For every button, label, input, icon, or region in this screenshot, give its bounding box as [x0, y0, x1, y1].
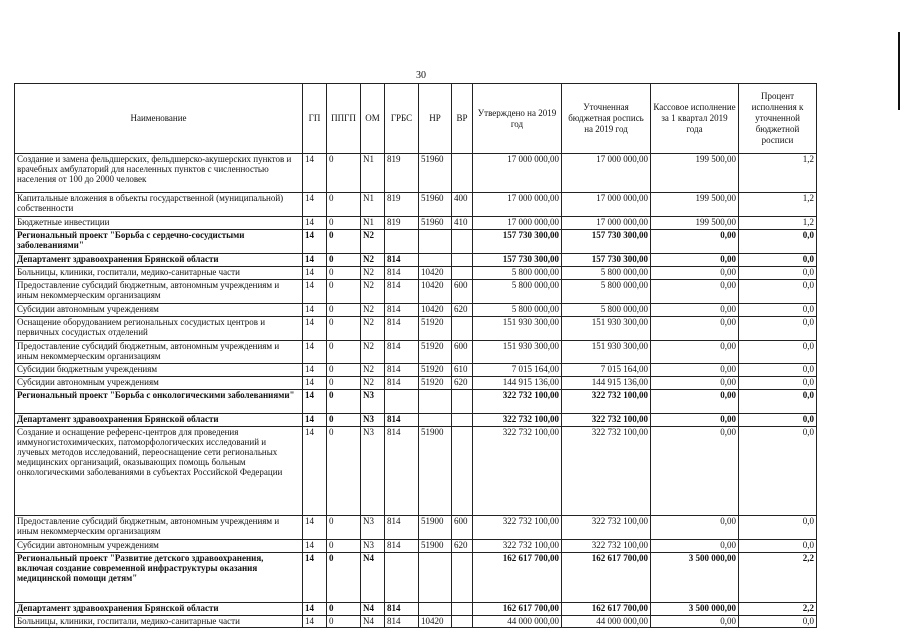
cell-percent: 1,2: [739, 154, 817, 193]
cell-cash: 199 500,00: [651, 193, 739, 217]
cell-ppgp: 0: [327, 377, 361, 390]
cell-np: [419, 253, 452, 266]
cell-cash: 0,00: [651, 377, 739, 390]
cell-refined: 7 015 164,00: [562, 364, 651, 377]
cell-grbs: [385, 553, 419, 603]
cell-percent: 0,0: [739, 279, 817, 303]
cell-approved: 5 800 000,00: [473, 279, 562, 303]
cell-om: N2: [361, 266, 385, 279]
cell-vr: 620: [452, 303, 473, 316]
cell-grbs: 814: [385, 340, 419, 364]
cell-vr: 600: [452, 516, 473, 540]
cell-approved: 322 732 100,00: [473, 516, 562, 540]
cell-om: N1: [361, 193, 385, 217]
cell-ppgp: 0: [327, 229, 361, 253]
table-row: [15, 553, 817, 603]
cell-ppgp: 0: [327, 364, 361, 377]
cell-np: 10420: [419, 303, 452, 316]
cell-cash: 199 500,00: [651, 216, 739, 229]
header-refined: Уточненная бюджетная роспись на 2019 год: [562, 84, 651, 154]
cell-percent: 0,0: [739, 414, 817, 427]
cell-cash: 0,00: [651, 414, 739, 427]
table-row: [15, 266, 817, 279]
budget-execution-table: [14, 83, 817, 628]
cell-grbs: 819: [385, 216, 419, 229]
cell-gp: 14: [303, 303, 327, 316]
table-row: [15, 154, 817, 193]
cell-approved: 44 000 000,00: [473, 616, 562, 628]
cell-percent: 0,0: [739, 266, 817, 279]
cell-percent: 0,0: [739, 364, 817, 377]
cell-approved: 17 000 000,00: [473, 216, 562, 229]
cell-ppgp: 0: [327, 390, 361, 414]
cell-approved: 157 730 300,00: [473, 229, 562, 253]
scan-edge-mark: [898, 32, 900, 110]
header-vr: ВР: [452, 84, 473, 154]
table-row: [15, 216, 817, 229]
table-row: [15, 616, 817, 628]
cell-name: Региональный проект "Борьба с сердечно-сосудистыми заболеваниями": [15, 229, 303, 253]
cell-cash: 3 500 000,00: [651, 553, 739, 603]
cell-percent: 0,0: [739, 303, 817, 316]
cell-name: Бюджетные инвестиции: [15, 216, 303, 229]
cell-approved: 162 617 700,00: [473, 553, 562, 603]
cell-np: 51900: [419, 540, 452, 553]
cell-gp: 14: [303, 603, 327, 616]
cell-om: N3: [361, 414, 385, 427]
cell-cash: 0,00: [651, 390, 739, 414]
cell-grbs: 814: [385, 279, 419, 303]
cell-gp: 14: [303, 390, 327, 414]
cell-percent: 0,0: [739, 340, 817, 364]
cell-name: Департамент здравоохранения Брянской области: [15, 603, 303, 616]
cell-np: 10420: [419, 279, 452, 303]
cell-approved: 5 800 000,00: [473, 303, 562, 316]
cell-name: Капитальные вложения в объекты государственной (муниципальной) собственности: [15, 193, 303, 217]
cell-approved: 151 930 300,00: [473, 316, 562, 340]
table-row: [15, 516, 817, 540]
cell-name: Субсидии бюджетным учреждениям: [15, 364, 303, 377]
cell-gp: 14: [303, 364, 327, 377]
cell-vr: [452, 414, 473, 427]
cell-ppgp: 0: [327, 316, 361, 340]
cell-approved: 7 015 164,00: [473, 364, 562, 377]
cell-np: 51900: [419, 427, 452, 516]
cell-approved: 157 730 300,00: [473, 253, 562, 266]
cell-cash: 0,00: [651, 616, 739, 628]
cell-percent: 0,0: [739, 390, 817, 414]
cell-vr: 400: [452, 193, 473, 217]
cell-percent: 2,2: [739, 603, 817, 616]
cell-gp: 14: [303, 377, 327, 390]
cell-gp: 14: [303, 193, 327, 217]
cell-cash: 0,00: [651, 253, 739, 266]
cell-grbs: [385, 390, 419, 414]
header-gp: ГП: [303, 84, 327, 154]
cell-ppgp: 0: [327, 553, 361, 603]
cell-approved: 322 732 100,00: [473, 427, 562, 516]
cell-percent: 0,0: [739, 516, 817, 540]
cell-om: N1: [361, 216, 385, 229]
cell-np: 51960: [419, 193, 452, 217]
cell-om: N3: [361, 516, 385, 540]
cell-approved: 17 000 000,00: [473, 154, 562, 193]
table-row: [15, 193, 817, 217]
page-number: 30: [416, 70, 426, 81]
cell-np: [419, 414, 452, 427]
cell-np: 51920: [419, 364, 452, 377]
cell-ppgp: 0: [327, 154, 361, 193]
cell-name: Предоставление субсидий бюджетным, автономным учреждениям и иным некоммерческим организациям: [15, 340, 303, 364]
cell-gp: 14: [303, 540, 327, 553]
cell-refined: 157 730 300,00: [562, 253, 651, 266]
cell-grbs: [385, 229, 419, 253]
cell-np: 51920: [419, 340, 452, 364]
cell-approved: 17 000 000,00: [473, 193, 562, 217]
table-row: [15, 390, 817, 414]
cell-om: N3: [361, 540, 385, 553]
cell-cash: 0,00: [651, 427, 739, 516]
cell-name: Создание и замена фельдшерских, фельдшерско-акушерских пунктов и врачебных амбулаторий для населенных пунктов с численностью населения от 100 до 2000 человек: [15, 154, 303, 193]
cell-approved: 322 732 100,00: [473, 540, 562, 553]
header-ppgp: ППГП: [327, 84, 361, 154]
cell-grbs: 814: [385, 316, 419, 340]
cell-name: Предоставление субсидий бюджетным, автономным учреждениям и иным некоммерческим организациям: [15, 279, 303, 303]
cell-vr: [452, 266, 473, 279]
cell-np: [419, 229, 452, 253]
cell-percent: 0,0: [739, 253, 817, 266]
cell-percent: 0,0: [739, 377, 817, 390]
cell-gp: 14: [303, 266, 327, 279]
cell-name: Субсидии автономным учреждениям: [15, 377, 303, 390]
cell-grbs: 814: [385, 540, 419, 553]
cell-grbs: 814: [385, 427, 419, 516]
cell-om: N3: [361, 427, 385, 516]
cell-name: Департамент здравоохранения Брянской области: [15, 414, 303, 427]
cell-vr: 410: [452, 216, 473, 229]
cell-name: Субсидии автономным учреждениям: [15, 540, 303, 553]
cell-refined: 17 000 000,00: [562, 193, 651, 217]
cell-gp: 14: [303, 616, 327, 628]
cell-refined: 5 800 000,00: [562, 266, 651, 279]
cell-om: N2: [361, 279, 385, 303]
cell-grbs: 814: [385, 603, 419, 616]
cell-refined: 157 730 300,00: [562, 229, 651, 253]
cell-refined: 144 915 136,00: [562, 377, 651, 390]
cell-grbs: 814: [385, 414, 419, 427]
cell-name: Региональный проект "Борьба с онкологическими заболеваниями": [15, 390, 303, 414]
cell-grbs: 814: [385, 364, 419, 377]
cell-om: N2: [361, 316, 385, 340]
cell-cash: 3 500 000,00: [651, 603, 739, 616]
cell-om: N2: [361, 364, 385, 377]
cell-name: Оснащение оборудованием региональных сосудистых центров и первичных сосудистых отделений: [15, 316, 303, 340]
cell-ppgp: 0: [327, 279, 361, 303]
cell-np: 10420: [419, 266, 452, 279]
cell-refined: 322 732 100,00: [562, 390, 651, 414]
cell-om: N4: [361, 603, 385, 616]
cell-ppgp: 0: [327, 603, 361, 616]
cell-refined: 5 800 000,00: [562, 279, 651, 303]
cell-om: N2: [361, 253, 385, 266]
cell-vr: 620: [452, 377, 473, 390]
header-row: [15, 84, 817, 154]
cell-approved: 162 617 700,00: [473, 603, 562, 616]
cell-vr: [452, 603, 473, 616]
cell-ppgp: 0: [327, 340, 361, 364]
table-row: [15, 229, 817, 253]
cell-percent: 0,0: [739, 616, 817, 628]
cell-om: N2: [361, 229, 385, 253]
cell-gp: 14: [303, 340, 327, 364]
cell-refined: 17 000 000,00: [562, 216, 651, 229]
cell-approved: 5 800 000,00: [473, 266, 562, 279]
cell-grbs: 819: [385, 193, 419, 217]
cell-vr: [452, 253, 473, 266]
cell-approved: 144 915 136,00: [473, 377, 562, 390]
cell-name: Субсидии автономным учреждениям: [15, 303, 303, 316]
cell-percent: 0,0: [739, 540, 817, 553]
cell-percent: 0,0: [739, 427, 817, 516]
cell-np: 51960: [419, 154, 452, 193]
cell-refined: 322 732 100,00: [562, 540, 651, 553]
cell-vr: 600: [452, 340, 473, 364]
cell-cash: 0,00: [651, 266, 739, 279]
cell-np: 10420: [419, 616, 452, 628]
cell-ppgp: 0: [327, 427, 361, 516]
cell-ppgp: 0: [327, 516, 361, 540]
header-name: Наименование: [15, 84, 303, 154]
cell-refined: 162 617 700,00: [562, 553, 651, 603]
cell-cash: 0,00: [651, 340, 739, 364]
cell-vr: [452, 553, 473, 603]
cell-om: N4: [361, 553, 385, 603]
cell-percent: 2,2: [739, 553, 817, 603]
cell-om: N2: [361, 340, 385, 364]
table-row: [15, 279, 817, 303]
cell-refined: 5 800 000,00: [562, 303, 651, 316]
cell-cash: 0,00: [651, 316, 739, 340]
cell-cash: 0,00: [651, 229, 739, 253]
cell-refined: 151 930 300,00: [562, 316, 651, 340]
cell-name: Предоставление субсидий бюджетным, автономным учреждениям и иным некоммерческим организациям: [15, 516, 303, 540]
cell-np: 51960: [419, 216, 452, 229]
cell-name: Создание и оснащение референс-центров для проведения иммуногистохимических, патоморфологических исследований и лучевых методов исследований, переоснащение сети региональных медицинских организаций, оказывающих помощь больным онкологическими заболеваниями в субъектах Российской Федерации: [15, 427, 303, 516]
cell-np: [419, 390, 452, 414]
cell-gp: 14: [303, 414, 327, 427]
cell-refined: 17 000 000,00: [562, 154, 651, 193]
cell-refined: 44 000 000,00: [562, 616, 651, 628]
cell-ppgp: 0: [327, 616, 361, 628]
cell-refined: 151 930 300,00: [562, 340, 651, 364]
cell-ppgp: 0: [327, 253, 361, 266]
table-row: [15, 540, 817, 553]
header-approved: Утверждено на 2019 год: [473, 84, 562, 154]
cell-np: [419, 603, 452, 616]
cell-vr: 610: [452, 364, 473, 377]
cell-gp: 14: [303, 154, 327, 193]
cell-cash: 0,00: [651, 364, 739, 377]
header-om: ОМ: [361, 84, 385, 154]
cell-cash: 0,00: [651, 516, 739, 540]
cell-om: N4: [361, 616, 385, 628]
cell-grbs: 814: [385, 377, 419, 390]
cell-ppgp: 0: [327, 540, 361, 553]
cell-om: N2: [361, 377, 385, 390]
cell-np: 51900: [419, 516, 452, 540]
cell-name: Региональный проект "Развитие детского здравоохранения, включая создание современной инфраструктуры оказания медицинской помощи детям": [15, 553, 303, 603]
cell-gp: 14: [303, 316, 327, 340]
cell-ppgp: 0: [327, 414, 361, 427]
cell-vr: [452, 390, 473, 414]
cell-vr: [452, 427, 473, 516]
cell-cash: 0,00: [651, 279, 739, 303]
cell-om: N3: [361, 390, 385, 414]
cell-refined: 322 732 100,00: [562, 414, 651, 427]
cell-approved: 151 930 300,00: [473, 340, 562, 364]
table-row: [15, 414, 817, 427]
cell-approved: 322 732 100,00: [473, 390, 562, 414]
table-body: [15, 154, 817, 628]
cell-grbs: 814: [385, 253, 419, 266]
cell-om: N2: [361, 303, 385, 316]
header-grbs: ГРБС: [385, 84, 419, 154]
cell-grbs: 819: [385, 154, 419, 193]
cell-ppgp: 0: [327, 193, 361, 217]
cell-ppgp: 0: [327, 303, 361, 316]
table-row: [15, 316, 817, 340]
cell-vr: [452, 316, 473, 340]
cell-vr: [452, 229, 473, 253]
cell-gp: 14: [303, 553, 327, 603]
cell-ppgp: 0: [327, 216, 361, 229]
cell-gp: 14: [303, 253, 327, 266]
table-row: [15, 340, 817, 364]
cell-cash: 0,00: [651, 540, 739, 553]
cell-grbs: 814: [385, 516, 419, 540]
cell-name: Больницы, клиники, госпитали, медико-санитарные части: [15, 616, 303, 628]
table-row: [15, 377, 817, 390]
cell-name: Департамент здравоохранения Брянской области: [15, 253, 303, 266]
cell-gp: 14: [303, 279, 327, 303]
cell-np: [419, 553, 452, 603]
cell-vr: 600: [452, 279, 473, 303]
cell-gp: 14: [303, 229, 327, 253]
cell-vr: [452, 154, 473, 193]
cell-approved: 322 732 100,00: [473, 414, 562, 427]
cell-cash: 199 500,00: [651, 154, 739, 193]
cell-gp: 14: [303, 427, 327, 516]
cell-cash: 0,00: [651, 303, 739, 316]
table-row: [15, 303, 817, 316]
table-row: [15, 253, 817, 266]
header-percent: Процент исполнения к уточненной бюджетной росписи: [739, 84, 817, 154]
cell-np: 51920: [419, 377, 452, 390]
cell-grbs: 814: [385, 616, 419, 628]
table-row: [15, 427, 817, 516]
cell-ppgp: 0: [327, 266, 361, 279]
cell-refined: 322 732 100,00: [562, 427, 651, 516]
table-row: [15, 364, 817, 377]
cell-percent: 1,2: [739, 216, 817, 229]
cell-gp: 14: [303, 516, 327, 540]
table-row: [15, 603, 817, 616]
cell-grbs: 814: [385, 266, 419, 279]
cell-percent: 1,2: [739, 193, 817, 217]
cell-vr: 620: [452, 540, 473, 553]
cell-grbs: 814: [385, 303, 419, 316]
cell-percent: 0,0: [739, 316, 817, 340]
cell-np: 51920: [419, 316, 452, 340]
header-cash: Кассовое исполнение за 1 квартал 2019 года: [651, 84, 739, 154]
cell-gp: 14: [303, 216, 327, 229]
cell-vr: [452, 616, 473, 628]
header-np: НР: [419, 84, 452, 154]
cell-percent: 0,0: [739, 229, 817, 253]
cell-om: N1: [361, 154, 385, 193]
cell-refined: 322 732 100,00: [562, 516, 651, 540]
cell-refined: 162 617 700,00: [562, 603, 651, 616]
cell-name: Больницы, клиники, госпитали, медико-санитарные части: [15, 266, 303, 279]
